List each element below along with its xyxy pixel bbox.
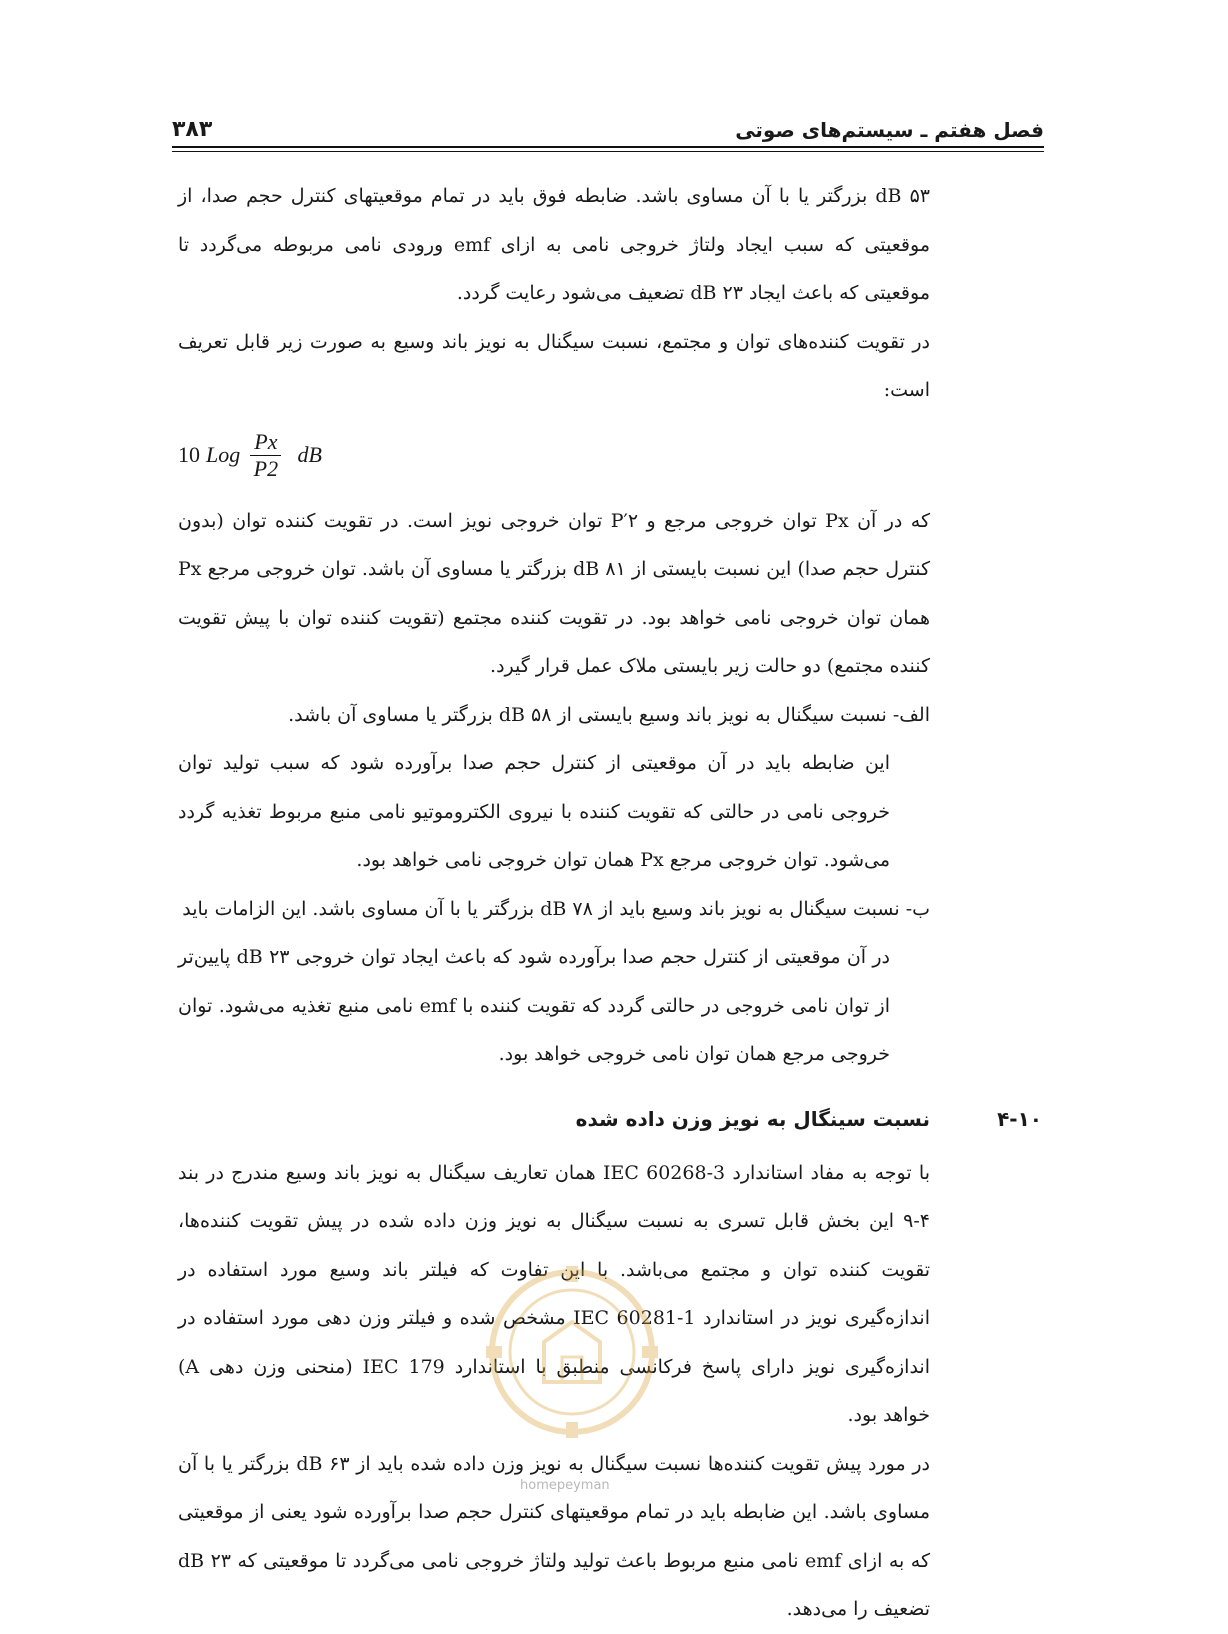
watermark-text: homepeyman <box>520 1478 610 1493</box>
item-a-title: الف- نسبت سیگنال به نویز باند وسیع بایستی از ۵۸ dB بزرگتر یا مساوی آن باشد. <box>288 703 930 726</box>
formula-coefficient: 10 <box>178 442 200 468</box>
formula-unit: dB <box>297 442 322 468</box>
formula-denominator: P2 <box>253 456 279 481</box>
formula-function: Log <box>206 442 241 468</box>
page-header <box>172 108 1044 142</box>
paragraph-3: که در آن Px توان خروجی مرجع و P′۲ توان خروجی نویز است. در تقویت کننده توان (بدون کنترل حجم صدا) این نسبت بایستی از ۸۱ dB بزرگتر یا مساوی آن باشد. توان خروجی مرجع Px همان توان خروجی نامی خواهد بود. در تقویت کننده مجتمع (تقویت کننده توان با پیش تقویت کننده مجتمع) دو حالت زیر بایستی ملاک عمل قرار گیرد. <box>178 509 931 677</box>
header-rule <box>172 146 1044 148</box>
section-heading <box>178 1091 1042 1149</box>
chapter-title: فصل هفتم ـ سیستم‌های صوتی <box>735 118 1044 142</box>
item-a-body: این ضابطه باید در آن موقعیتی از کنترل حجم صدا برآورده شود که سبب تولید توان خروجی نامی در حالتی که تقویت کننده با نیروی الکتروموتیو نامی منبع مربوط تغذیه گردد می‌شود. توان خروجی مرجع Px همان توان خروجی نامی خواهد بود. <box>178 752 890 871</box>
section-title: نسبت سینگال به نویز وزن داده شده <box>575 1107 930 1132</box>
item-b-body: در آن موقعیتی از کنترل حجم صدا برآورده شود که باعث ایجاد توان خروجی ۲۳ dB پایین‌تر از توان نامی خروجی در حالتی گردد که تقویت کننده با emf نامی منبع تغذیه می‌شود. توان خروجی مرجع همان توان نامی خروجی خواهد بود. <box>178 946 891 1065</box>
header-rule-thin <box>172 151 1044 152</box>
paragraph-2: در تقویت کننده‌های توان و مجتمع، نسبت سیگنال به نویز باند وسیع به صورت زیر قابل تعریف است: <box>178 330 930 401</box>
snr-formula <box>178 415 930 497</box>
section-number: ۴-۱۰ <box>997 1107 1042 1132</box>
formula-numerator: Px <box>250 429 281 456</box>
page-body <box>178 172 1042 1634</box>
section-paragraph-2: در مورد پیش تقویت کننده‌ها نسبت سیگنال به نویز وزن داده شده باید از ۶۳ dB بزرگتر یا با آن مساوی باشد. این ضابطه باید در تمام موقعیتهای کنترل حجم صدا برآورده شود یعنی از موقعیتی که به ازای emf نامی منبع مربوط باعث تولید ولتاژ خروجی نامی می‌گردد تا موقعیتی که ۲۳ dB تضعیف را می‌دهد. <box>178 1452 930 1620</box>
formula-fraction <box>250 429 281 482</box>
item-b-title: ب- نسبت سیگنال به نویز باند وسیع باید از ۷۸ dB بزرگتر یا با آن مساوی باشد. این الزامات باید <box>182 897 930 920</box>
paragraph-1: ۵۳ dB بزرگتر یا با آن مساوی باشد. ضابطه فوق باید در تمام موقعیتهای کنترل حجم صدا، از موقعیتی که سبب ایجاد ولتاژ خروجی نامی به ازای emf ورودی نامی مربوطه می‌گردد تا موقعیتی که باعث ایجاد ۲۳ dB تضعیف می‌شود رعایت گردد. <box>178 185 931 304</box>
page-number: ۳۸۳ <box>172 117 213 142</box>
section-paragraph-1: با توجه به مفاد استاندارد IEC 60268-3 همان تعاریف سیگنال به نویز باند وسیع مندرج در بند ۴-۹ این بخش قابل تسری به نسبت سیگنال به نویز وزن داده شده در پیش تقویت کننده‌ها، تقویت کننده توان و مجتمع می‌باشد. با این تفاوت که فیلتر باند وسیع مورد استفاده در اندازه‌گیری نویز در استاندارد IEC 60281-1 مشخص شده و فیلتر وزن دهی مورد استفاده در اندازه‌گیری نویز دارای پاسخ فرکانسی منطبق با استاندارد IEC 179 (منحنی وزن دهی A) خواهد بود. <box>178 1161 930 1426</box>
